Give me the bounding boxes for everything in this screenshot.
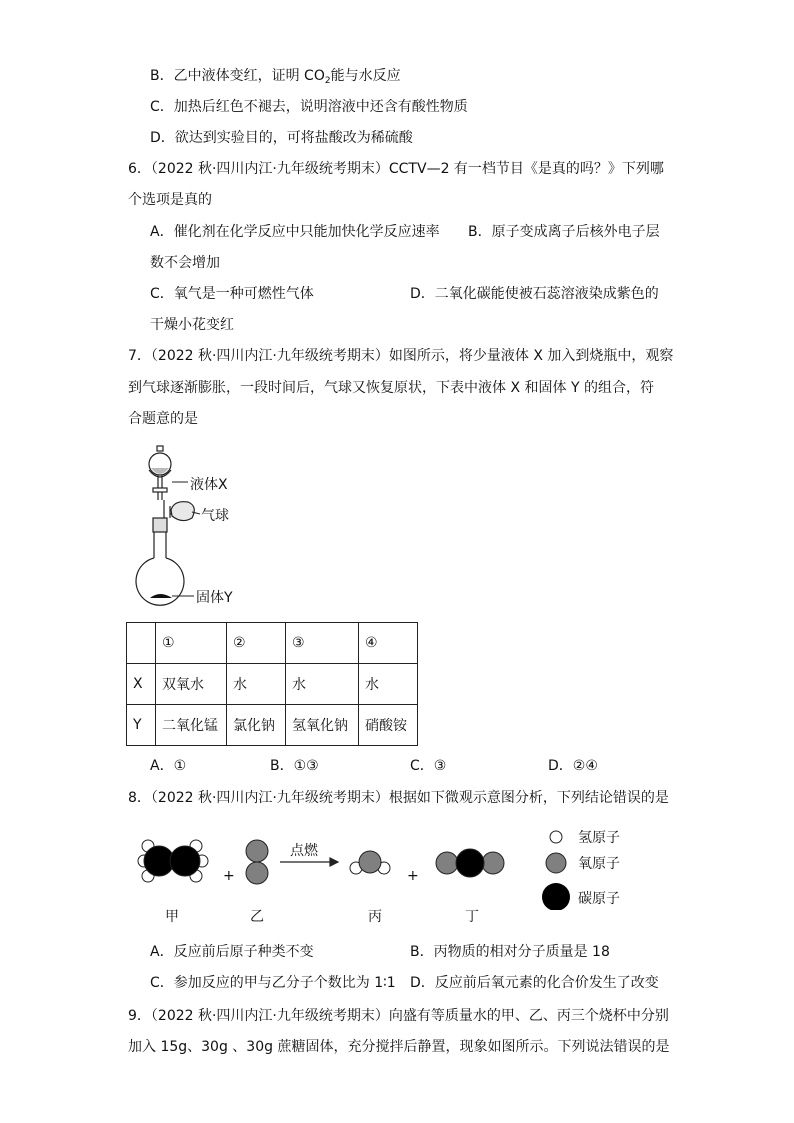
table-cell: Y [127,705,156,746]
q8-option-c: C．参加反应的甲与乙分子个数比为 1∶1 [150,975,396,991]
q6-option-a: A．催化剂在化学反应中只能加快化学反应速率 [150,224,440,240]
legend-oxygen-icon [546,853,566,873]
q5-option-c: C．加热后红色不褪去，说明溶液中还含有酸性物质 [150,99,468,115]
table-cell: 氯化钠 [227,705,286,746]
molecule-bing [350,851,390,874]
molecule-jia [138,840,208,882]
q7-options-table [126,622,418,746]
table-cell: 硝酸铵 [359,705,418,746]
q8-option-d: D．反应前后氧元素的化合价发生了改变 [410,975,659,991]
q6-option-b-line1: B．原子变成离子后核外电子层 [468,224,660,240]
q6-option-b-line2: 数不会增加 [150,255,220,271]
q8-option-a: A．反应前后原子种类不变 [150,944,314,960]
q9-stem-line2: 加入 15g、30g 、30g 蔗糖固体，充分搅拌后静置，现象如图所示。下列说法错误的是 [128,1039,670,1055]
legend-hydrogen-icon [550,831,562,843]
q7-stem-line3: 合题意的是 [128,411,198,427]
q8-stem: 8．（2022 秋·四川内江·九年级统考期末）根据如下微观示意图分析，下列结论错误的是 [128,790,669,806]
q7-option-a: A．① [150,758,187,774]
table-cell: 水 [359,664,418,705]
table-cell: ① [156,623,227,664]
q6-option-d-line1: D．二氧化碳能使被石蕊溶液染成紫色的 [410,286,659,302]
q7-stem-line1: 7．（2022 秋·四川内江·九年级统考期末）如图所示，将少量液体 X 加入到烧瓶中，观察 [128,348,674,364]
table-cell: ④ [359,623,418,664]
legend-hydrogen-label: 氢原子 [578,830,620,846]
q8-option-b: B．丙物质的相对分子质量是 18 [410,944,610,960]
label-solid-y: 固体Y [196,590,233,606]
label-liquid-x: 液体X [190,477,228,493]
reaction-diagram [130,820,650,910]
label-leader-lines [172,482,200,596]
table-cell: 双氧水 [156,664,227,705]
q5-option-d: D．欲达到实验目的，可将盐酸改为稀硫酸 [150,130,413,146]
table-cell: 二氧化锰 [156,705,227,746]
table-cell: ② [227,623,286,664]
table-cell: 氢氧化钠 [286,705,359,746]
label-jia: 甲 [165,909,179,925]
q9-stem-line1: 9．（2022 秋·四川内江·九年级统考期末）向盛有等质量水的甲、乙、丙三个烧杯中分别 [128,1008,669,1024]
q7-option-d: D．②④ [548,758,598,774]
label-bing: 丙 [368,909,382,925]
flask-apparatus-figure [126,440,246,610]
q5-option-b-post: 能与水反应 [330,68,401,84]
q6-option-c: C．氧气是一种可燃性气体 [150,286,314,302]
table-cell: 水 [227,664,286,705]
q6-option-d-line2: 干燥小花变红 [150,317,234,333]
table-row [127,664,418,705]
plus-sign-1: + [223,868,235,884]
q5-option-b-sub: 2 [324,76,331,86]
label-balloon: 气球 [201,508,229,524]
arrow-label-ignite: 点燃 [290,843,318,859]
q5-option-b [150,66,401,91]
table-cell: 水 [286,664,359,705]
table-cell: ③ [286,623,359,664]
q7-option-b: B．①③ [270,758,319,774]
q7-stem-line2: 到气球逐渐膨胀，一段时间后，气球又恢复原状，下表中液体 X 和固体 Y 的组合，符 [128,380,654,396]
table-cell: X [127,664,156,705]
plus-sign-2: + [407,868,419,884]
solid-y-pile [150,594,172,598]
molecule-ding [436,849,504,877]
q5-option-b-pre: B．乙中液体变红，证明 CO [150,68,325,84]
q7-option-c: C．③ [410,758,447,774]
table-row [127,705,418,746]
legend-carbon-label: 碳原子 [578,891,620,907]
molecule-yi [246,840,268,884]
label-ding: 丁 [465,909,479,925]
q6-stem-line1: 6．（2022 秋·四川内江·九年级统考期末）CCTV—2 有一档节目《是真的吗？》下列哪 [128,161,664,177]
table-header-row [127,623,418,664]
balloon [171,502,194,521]
legend-oxygen-label: 氧原子 [578,856,620,872]
label-yi: 乙 [250,909,264,925]
q6-stem-line2: 个选项是真的 [128,192,212,208]
table-cell [127,623,156,664]
legend-carbon-icon [542,883,570,910]
